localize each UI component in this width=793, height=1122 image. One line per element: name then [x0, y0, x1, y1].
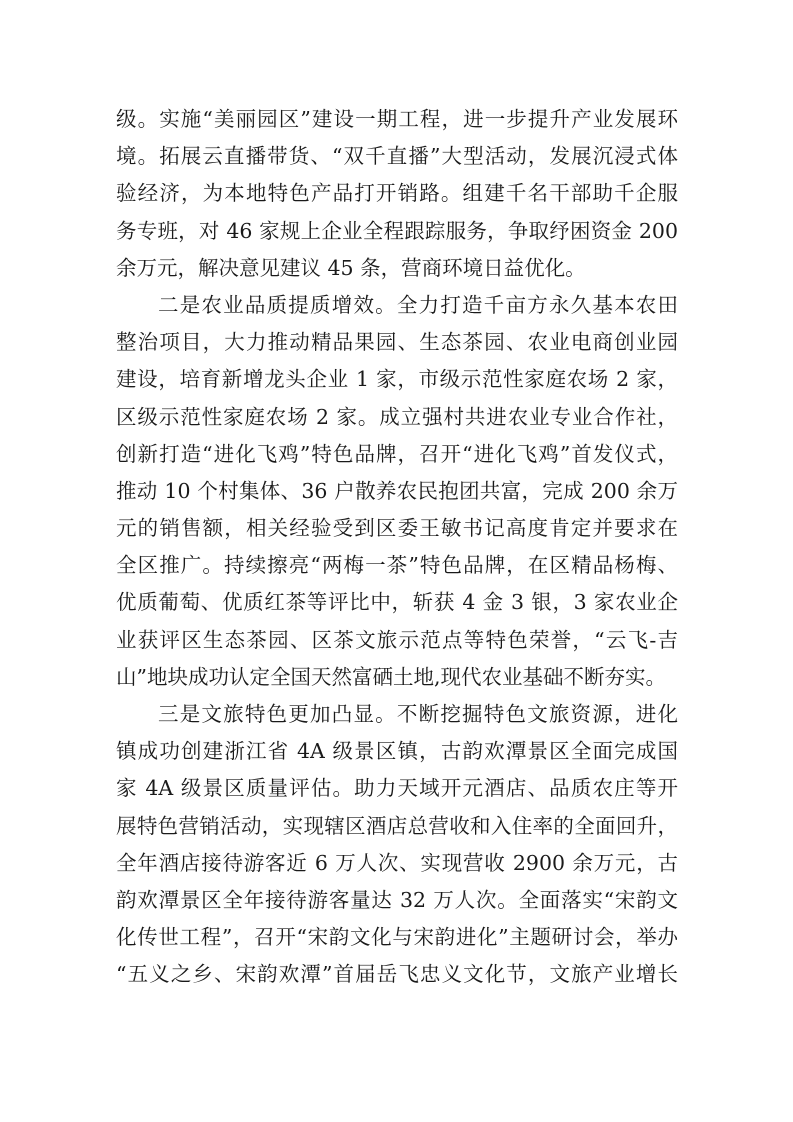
text-line: 二是农业品质提质增效。全力打造千亩方永久基本农田 [158, 292, 678, 317]
text-line: 境。拓展云直播带货、“双千直播”大型活动，发展沉浸式体 [116, 144, 678, 169]
text-line: 创新打造“进化飞鸡”特色品牌，召开“进化飞鸡”首发仪式， [116, 441, 678, 466]
text-line: 务专班，对 46 家规上企业全程跟踪服务，争取纾困资金 200 [116, 218, 678, 243]
text-line: 业获评区生态茶园、区茶文旅示范点等特色荣誉，“云飞-吉 [116, 627, 678, 652]
paragraph-tourism [116, 696, 678, 994]
text-line: 三是文旅特色更加凸显。不断挖掘特色文旅资源，进化 [158, 702, 678, 726]
document-page [116, 101, 678, 994]
text-line: 元的销售额，相关经验受到区委王敏书记高度肯定并要求在 [116, 516, 678, 541]
text-line: 建设，培育新增龙头企业 1 家，市级示范性家庭农场 2 家， [116, 367, 678, 392]
text-line: 韵欢潭景区全年接待游客量达 32 万人次。全面落实“宋韵文 [116, 887, 678, 912]
text-line: 化传世工程”，召开“宋韵文化与宋韵进化”主题研讨会，举办 [116, 925, 678, 950]
text-line: 家 4A 级景区质量评估。助力天域开元酒店、品质农庄等开 [116, 776, 678, 801]
text-line: 验经济，为本地特色产品打开销路。组建千名干部助千企服 [116, 181, 678, 206]
text-line: 余万元，解决意见建议 45 条，营商环境日益优化。 [116, 255, 586, 280]
text-line: 优质葡萄、优质红茶等评比中，斩获 4 金 3 银，3 家农业企 [116, 590, 678, 615]
text-line: 镇成功创建浙江省 4A 级景区镇，古韵欢潭景区全面完成国 [116, 739, 678, 764]
text-line: 级。实施“美丽园区”建设一期工程，进一步提升产业发展环 [116, 107, 678, 131]
text-line: 全区推广。持续擦亮“两梅一茶”特色品牌，在区精品杨梅、 [116, 553, 678, 578]
text-line: 展特色营销活动，实现辖区酒店总营收和入住率的全面回升， [116, 813, 678, 838]
text-line: 整治项目，大力推动精品果园、生态茶园、农业电商创业园 [116, 330, 678, 355]
text-line: 区级示范性家庭农场 2 家。成立强村共进农业专业合作社， [116, 404, 678, 429]
paragraph-business-environment [116, 101, 678, 287]
text-line: 山”地块成功认定全国天然富硒土地,现代农业基础不断夯实。 [116, 664, 666, 689]
text-line: 推动 10 个村集体、36 户散养农民抱团共富，完成 200 余万 [116, 478, 678, 503]
paragraph-agriculture [116, 287, 678, 696]
text-line: “五义之乡、宋韵欢潭”首届岳飞忠义文化节，文旅产业增长 [116, 962, 678, 987]
text-line: 全年酒店接待游客近 6 万人次、实现营收 2900 余万元，古 [116, 850, 678, 875]
